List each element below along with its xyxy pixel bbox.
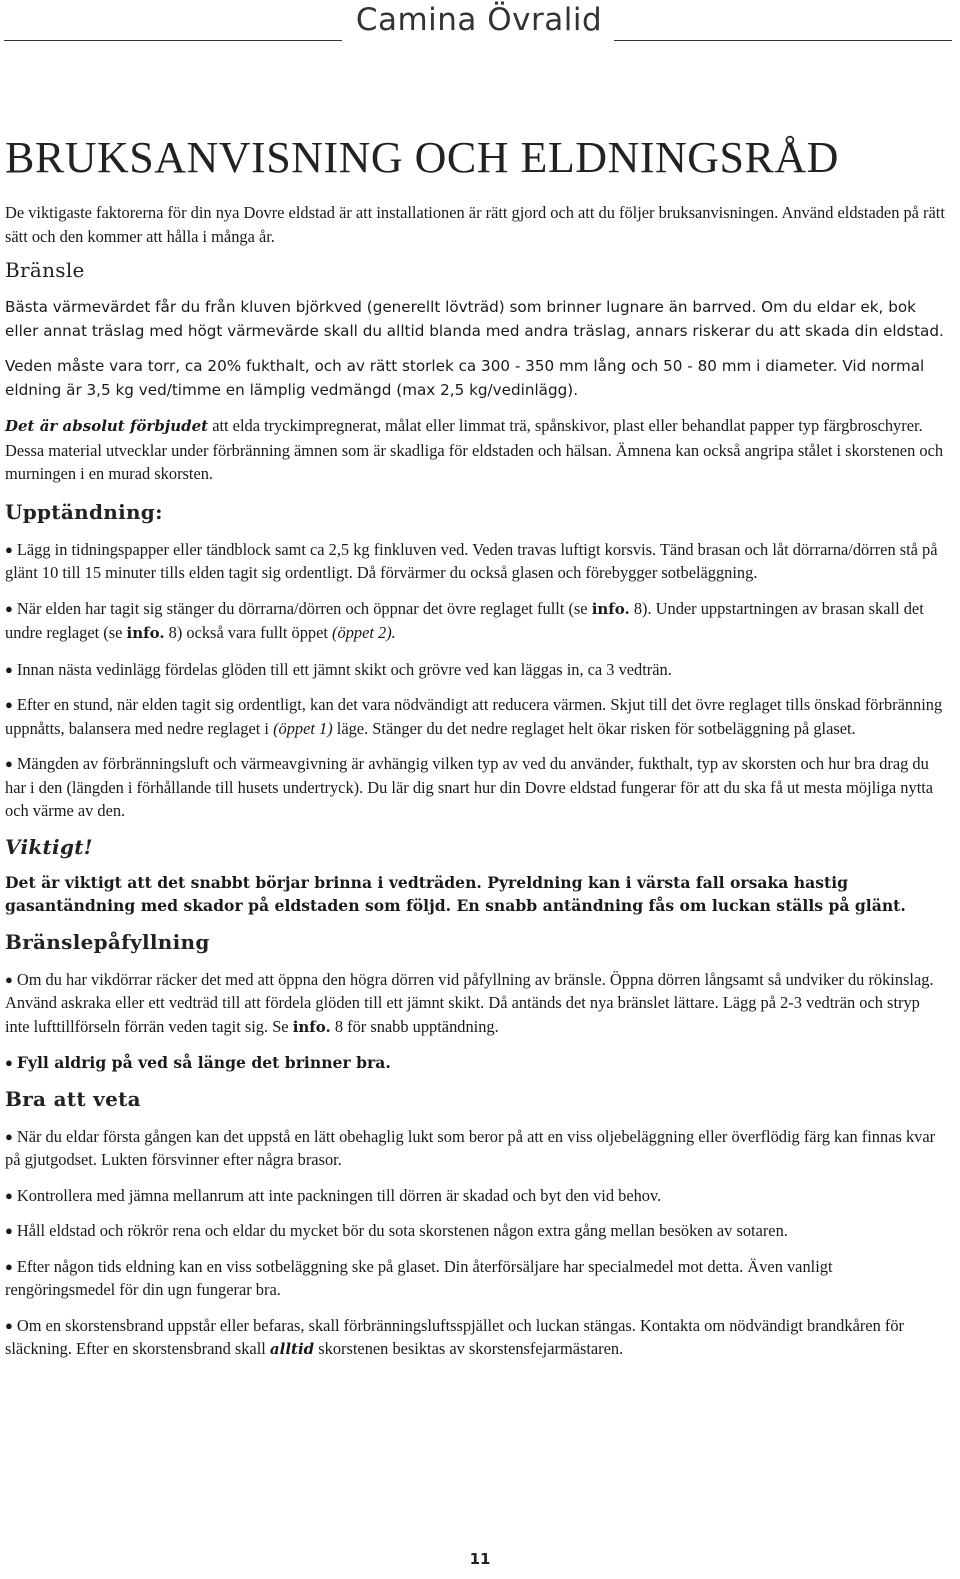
bullet-icon: ● <box>5 971 13 987</box>
list-item: ● Fyll aldrig på ved så länge det brinner bra. <box>5 1053 391 1072</box>
page-number: 11 <box>469 1550 491 1568</box>
bullet-icon: ● <box>5 1187 13 1203</box>
section-heading-pafyllning: Bränslepåfyllning <box>5 929 210 954</box>
list-item: ● Efter en stund, när elden tagit sig ordentligt, kan det vara nödvändigt att reducera värmen. Skjut till det övre reglaget tills önskad förbränning uppnåtts, balansera med nedre reglaget i (öppet 1) läge. Stänger du det nedre reglaget helt ökar risken för sotbeläggning på glaset. <box>5 695 943 738</box>
page-header <box>0 0 960 44</box>
bullet-icon: ● <box>5 1317 13 1333</box>
section-heading-veta: Bra att veta <box>5 1086 141 1111</box>
bullet-icon: ● <box>5 756 13 771</box>
list-item: ● När elden har tagit sig stänger du dörrarna/dörren och öppnar det övre reglaget fullt (se info. 8). Under uppstartningen av brasan skall det undre reglaget (se info. 8) också vara fullt öppet (öppet 2). <box>5 598 924 642</box>
bransle-paragraph-1: Bästa värmevärdet får du från kluven björkved (generellt lövträd) som brinner lugnare än barrved. Om du eldar ek, bok eller annat träslag med högt värmevärde skall du alltid blanda med andra träslag, annars riskerar du att skada din eldstad. <box>5 298 944 340</box>
brand-logo-text: Camina Övralid <box>355 2 603 38</box>
list-item: ● Mängden av förbränningsluft och värmeavgivning är avhängig vilken typ av ved du använder, fukthalt, typ av skorsten och hur bra drag du har i den (längden i förhållande till husets undertryck). Du lär dig snart hur din Dovre eldstad fungerar för att du ska få ut mesta möjliga nytta och värme av den. <box>5 754 934 820</box>
list-item: ● Kontrollera med jämna mellanrum att inte packningen till dörren är skadad och byt den vid behov. <box>5 1185 662 1205</box>
bullet-icon: ● <box>5 600 13 616</box>
list-item: ● Om du har vikdörrar räcker det med att öppna den högra dörren vid påfyllning av bränsle. Öppna dörren långsamt så undviker du rökinslag. Använd askraka eller ett vedträd till att fördela glöden till ett jämnt skikt. Då antänds det nya bränslet lättare. Lägg på 2-3 vedträn och stryp inte lufttillförseln förrän veden tagit sig. Se info. 8 för snabb upptändning. <box>5 969 934 1036</box>
header-rule-left <box>4 40 342 41</box>
header-rule-right <box>614 40 952 41</box>
bullet-icon: ● <box>5 697 13 712</box>
section-heading-upptandning: Upptändning: <box>5 499 163 524</box>
section-heading-bransle: Bränsle <box>5 258 85 282</box>
bullet-icon: ● <box>5 1128 13 1144</box>
section-heading-viktigt: Viktigt! <box>5 834 93 859</box>
list-item: ● När du eldar första gången kan det uppstå en lätt obehaglig lukt som beror på att en viss oljebeläggning eller överflödig färg kan finnas kvar på gjutgodset. Lukten försvinner efter några brasor. <box>5 1126 936 1169</box>
bullet-icon: ● <box>5 1055 13 1070</box>
forbjudet-emphasis: Det är absolut förbjudet <box>5 417 209 435</box>
page-title: BRUKSANVISNING OCH ELDNINGSRÅD <box>5 133 839 182</box>
bullet-icon: ● <box>5 541 13 557</box>
document-body <box>5 132 945 1362</box>
bransle-paragraph-2: Veden måste vara torr, ca 20% fukthalt, och av rätt storlek ca 300 - 350 mm lång och 50 - 80 mm i diameter. Vid normal eldning är 3,5 kg ved/timme en lämplig vedmängd (max 2,5 kg/vedinlägg). <box>5 357 925 399</box>
bransle-paragraph-3: Det är absolut förbjudet att elda tryckimpregnerat, målat eller limmat trä, spånskivor, plast eller behandlat papper typ färgbroschyrer. Dessa material utvecklar under förbränning ämnen som är skadliga för eldstaden och hälsan. Ämnena kan också angripa stålet i skorstenen och murningen i en murad skorsten. <box>5 416 944 483</box>
viktigt-paragraph: Det är viktigt att det snabbt börjar brinna i vedträden. Pyreldning kan i värsta fall orsaka hastig gasantändning med skador på eldstaden som följd. En snabb antändning fås om luckan ställs på glänt. <box>5 872 906 915</box>
list-item: ● Håll eldstad och rökrör rena och eldar du mycket bör du sota skorstenen någon extra gång mellan besöken av sotaren. <box>5 1221 788 1240</box>
list-item: ● Lägg in tidningspapper eller tändblock samt ca 2,5 kg finkluven ved. Veden travas luftigt korsvis. Tänd brasan och låt dörrarna/dörren stå på glänt 10 till 15 minuter tills elden tagit sig ordentligt. Då förvärmer du också glasen och förebygger sotbeläggning. <box>5 539 938 582</box>
list-item: ● Innan nästa vedinlägg fördelas glöden till ett jämnt skikt och grövre ved kan läggas in, ca 3 vedträn. <box>5 659 672 679</box>
bullet-icon: ● <box>5 1258 13 1274</box>
bullet-icon: ● <box>5 1223 13 1238</box>
list-item: ● Om en skorstensbrand uppstår eller befaras, skall förbränningsluftsspjället och luckan stängas. Kontakta om nödvändigt brandkåren för släckning. Efter en skorstensbrand skall alltid skorstenen besiktas av skorstensfejarmästaren. <box>5 1315 904 1358</box>
bullet-icon: ● <box>5 661 13 677</box>
intro-paragraph: De viktigaste faktorerna för din nya Dovre eldstad är att installationen är rätt gjord och att du följer bruksanvisningen. Använd eldstaden på rätt sätt och den kommer att hålla i många år. <box>5 203 945 246</box>
list-item: ● Efter någon tids eldning kan en viss sotbeläggning ske på glaset. Din återförsäljare har specialmedel mot detta. Även vanligt rengöringsmedel för din ugn fungerar bra. <box>5 1256 833 1299</box>
